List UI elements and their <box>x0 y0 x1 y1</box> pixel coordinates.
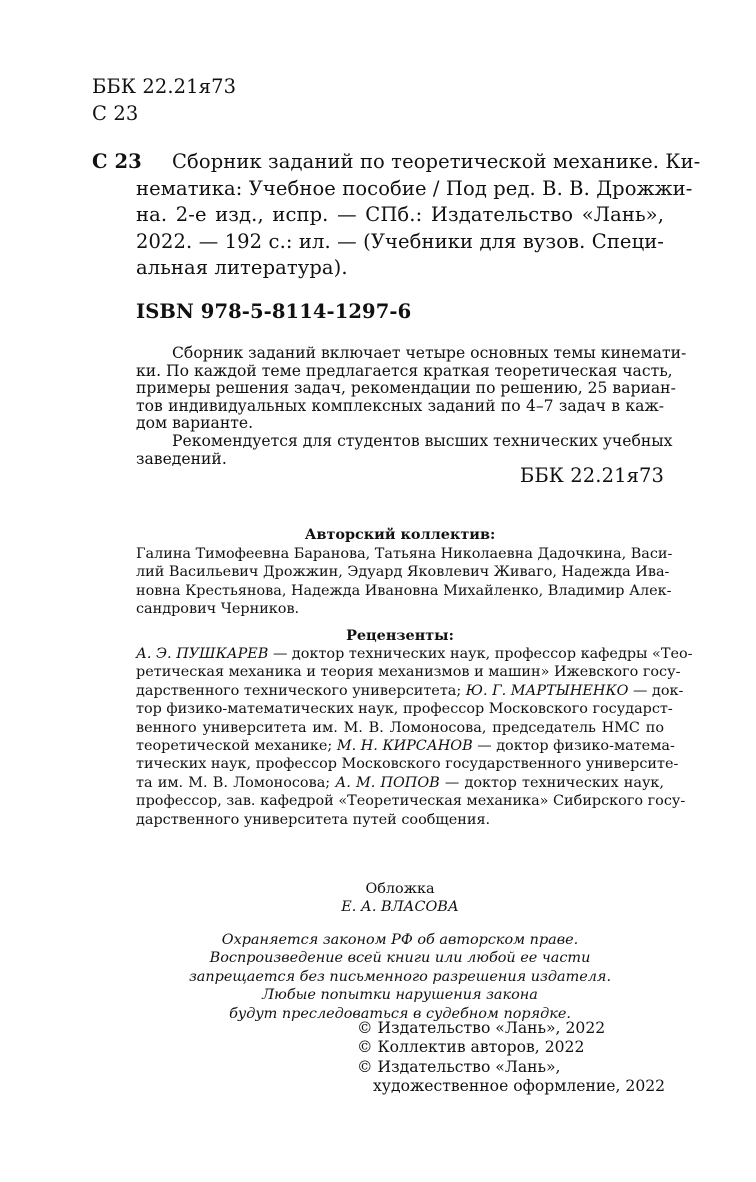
reviewers-heading: Рецензенты: <box>346 627 454 644</box>
authors-list <box>136 545 673 619</box>
copyrights <box>357 1019 665 1096</box>
annotation-line: Сборник заданий включает четыре основных темы кинемати- <box>172 344 687 362</box>
authors-line: лий Васильевич Дрожжин, Эдуард Яковлевич Живаго, Надежда Ива- <box>136 564 670 581</box>
reviewer-line: та им. М. В. Ломоносова; А. М. ПОПОВ — доктор технических наук, <box>136 774 664 791</box>
annotation-line: примеры решения задач, рекомендации по решению, 25 вариан- <box>136 379 676 398</box>
notice-line: будут преследоваться в судебном порядке. <box>229 1005 571 1022</box>
isbn: ISBN 978-5-8114-1297-6 <box>136 300 412 323</box>
reviewer-line: А. Э. ПУШКАРЕВ — доктор технических наук, профессор кафедры «Тео- <box>136 646 693 662</box>
notice-line: Любые попытки нарушения закона <box>262 987 538 1004</box>
notice-line: Охраняется законом РФ об авторском праве. <box>221 932 579 948</box>
annotation <box>136 344 687 468</box>
copyright-notice <box>136 931 664 1023</box>
authors-line: Галина Тимофеевна Баранова, Татьяна Николаевна Дадочкина, Васи- <box>136 546 673 562</box>
reviewer-name: Ю. Г. МАРТЫНЕНКО <box>465 682 629 699</box>
annotation-line: тов индивидуальных комплексных заданий по 4–7 задач в каж- <box>136 396 664 415</box>
reviewer-line: тор физико-математических наук, профессор Московского государст- <box>136 701 673 718</box>
bbk-header <box>92 74 236 127</box>
catalog-line: нематика: Учебное пособие / Под ред. В. В. Дрожжи- <box>136 176 693 200</box>
author-mark: С 23 <box>92 101 139 125</box>
reviewer-name: А. М. ПОПОВ <box>335 774 440 791</box>
annotation-line: Рекомендуется для студентов высших технических учебных <box>172 431 673 450</box>
authors-heading: Авторский коллектив: <box>304 526 496 543</box>
copyright-line: © Издательство «Лань», <box>357 1057 561 1076</box>
cover-designer: Е. А. ВЛАСОВА <box>341 899 459 916</box>
reviewer-line: венного университета им. М. В. Ломоносова, председатель НМС по <box>136 719 664 736</box>
reviewer-line: теоретической механике; М. Н. КИРСАНОВ — доктор физико-матема- <box>136 738 675 755</box>
copyright-line: художественное оформление, 2022 <box>373 1076 666 1095</box>
notice-line: запрещается без письменного разрешения издателя. <box>188 968 612 985</box>
authors-line: сандрович Черников. <box>136 601 300 618</box>
authors-line: новна Крестьянова, Надежда Ивановна Михайленко, Владимир Алек- <box>136 582 672 599</box>
annotation-line: заведений. <box>136 449 227 468</box>
reviewer-name: М. Н. КИРСАНОВ <box>336 738 473 755</box>
reviewer-line: дарственного технического университета; Ю. Г. МАРТЫНЕНКО — док- <box>136 682 684 699</box>
catalog-line: на. 2-е изд., испр. — СПб.: Издательство «Лань», <box>136 203 664 226</box>
annotation-line: дом варианте. <box>136 414 254 433</box>
reviewer-line: профессор, зав. кафедрой «Теоретическая механика» Сибирского госу- <box>136 793 686 810</box>
catalog-line: альная литература). <box>136 256 348 279</box>
notice-line: Воспроизведение всей книги или любой ее части <box>209 950 591 967</box>
catalog-line: Сборник заданий по теоретической механике. Ки- <box>172 150 701 173</box>
catalog-mark: С 23 <box>92 150 142 173</box>
annotation-bbk: ББК 22.21я73 <box>519 464 664 487</box>
reviewer-line: ретическая механика и теория механизмов и машин» Ижевского госу- <box>136 664 681 681</box>
cover-credit <box>136 880 664 917</box>
reviewer-line: тических наук, профессор Московского государственного университе- <box>136 756 679 773</box>
cover-label: Обложка <box>365 881 435 897</box>
reviewers-list <box>136 645 693 829</box>
copyright-line: © Издательство «Лань», 2022 <box>357 1019 606 1037</box>
copyright-line: © Коллектив авторов, 2022 <box>357 1038 585 1057</box>
catalog-description <box>136 149 701 282</box>
reviewer-name: А. Э. ПУШКАРЕВ <box>136 646 269 662</box>
annotation-line: ки. По каждой теме предлагается краткая теоретическая часть, <box>136 361 673 380</box>
reviewer-line: дарственного университета путей сообщения. <box>136 811 491 828</box>
catalog-line: 2022. — 192 с.: ил. — (Учебники для вузов. Специ- <box>136 229 664 253</box>
bbk-index: ББК 22.21я73 <box>92 75 237 98</box>
